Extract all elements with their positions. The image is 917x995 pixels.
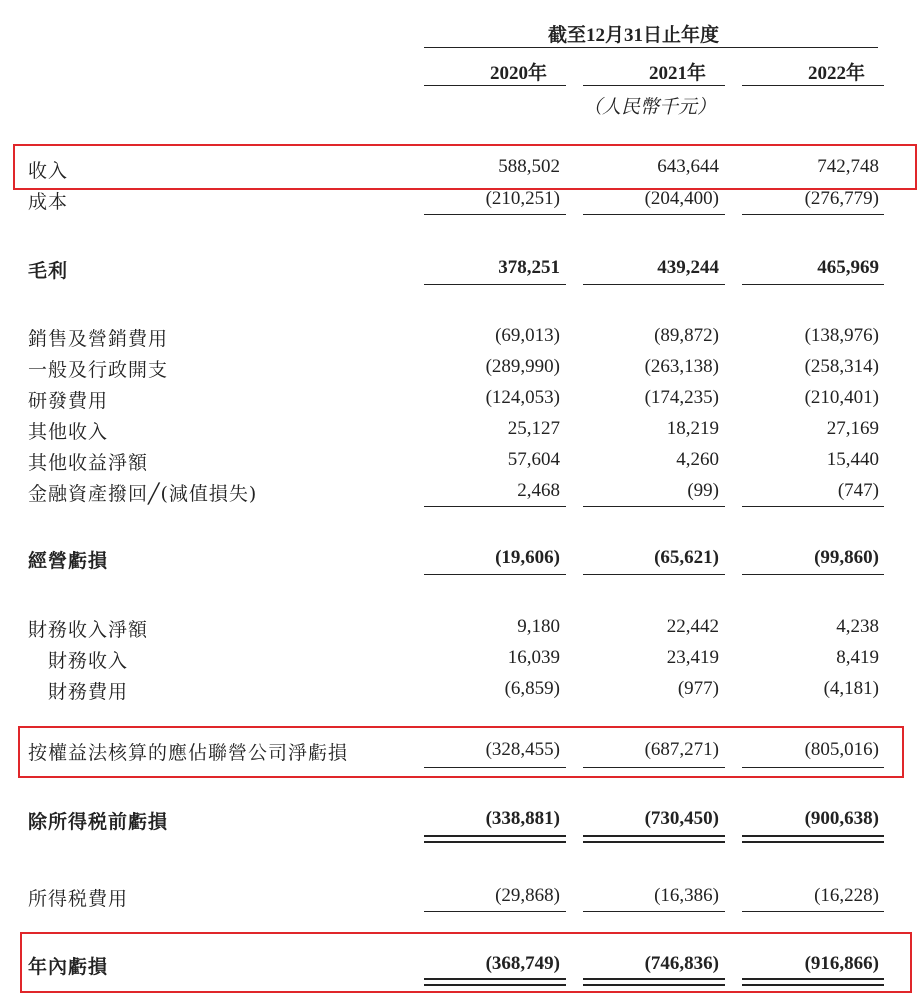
cell-loss-before-tax-2021: (730,450)	[644, 808, 719, 829]
cell-associates-2020: (328,455)	[485, 739, 560, 760]
total-rule	[424, 841, 566, 843]
total-rule	[424, 835, 566, 837]
cell-loss-before-tax-2020: (338,881)	[485, 808, 560, 829]
cell-income-tax-2021: (16,386)	[654, 885, 719, 906]
row-label-share-of-associates-loss: 按權益法核算的應佔聯營公司淨虧損	[28, 742, 349, 764]
highlight-box-revenue	[13, 144, 917, 190]
cell-gross-profit-2021: 439,244	[657, 257, 719, 278]
subtotal-rule	[583, 574, 725, 575]
row-label-other-gains: 其他收益淨額	[28, 452, 149, 474]
cell-net-finance-2022: 4,238	[836, 616, 879, 637]
cell-admin-2021: (263,138)	[644, 356, 719, 377]
subtotal-rule	[424, 284, 566, 285]
cell-selling-2022: (138,976)	[804, 325, 879, 346]
year-2021-header: 2021年	[649, 63, 707, 84]
row-label-finance-costs: 財務費用	[48, 681, 129, 703]
subtotal-rule	[742, 911, 884, 912]
cell-finance-costs-2020: (6,859)	[504, 678, 560, 699]
cell-impairment-2020: 2,468	[517, 480, 560, 501]
cell-loss-for-year-2022: (916,866)	[804, 953, 879, 974]
subtotal-rule	[424, 911, 566, 912]
cell-other-income-2020: 25,127	[507, 418, 560, 439]
cell-finance-costs-2022: (4,181)	[823, 678, 879, 699]
cell-finance-income-2020: 16,039	[507, 647, 560, 668]
subtotal-rule	[583, 506, 725, 507]
cell-operating-loss-2022: (99,860)	[814, 547, 879, 568]
row-label-gross-profit: 毛利	[28, 260, 69, 282]
cell-rd-2022: (210,401)	[804, 387, 879, 408]
cell-associates-2022: (805,016)	[804, 739, 879, 760]
year-rule	[583, 85, 725, 86]
cell-income-tax-2020: (29,868)	[495, 885, 560, 906]
year-2020-header: 2020年	[490, 63, 548, 84]
cell-rd-2020: (124,053)	[485, 387, 560, 408]
cell-cost-2021: (204,400)	[644, 188, 719, 209]
cell-other-gains-2021: 4,260	[676, 449, 719, 470]
row-label-admin-expenses: 一般及行政開支	[28, 359, 169, 381]
cell-revenue-2020: 588,502	[498, 156, 560, 177]
cell-cost-2022: (276,779)	[804, 188, 879, 209]
unit-label: （人民幣千元）	[583, 96, 717, 118]
row-label-loss-for-year: 年內虧損	[28, 956, 109, 978]
total-rule	[742, 835, 884, 837]
cell-revenue-2022: 742,748	[817, 156, 879, 177]
cell-cost-2020: (210,251)	[485, 188, 560, 209]
cell-rd-2021: (174,235)	[644, 387, 719, 408]
row-label-other-income: 其他收入	[28, 421, 109, 443]
cell-loss-for-year-2021: (746,836)	[644, 953, 719, 974]
cell-loss-before-tax-2022: (900,638)	[804, 808, 879, 829]
cell-operating-loss-2020: (19,606)	[495, 547, 560, 568]
year-rule	[742, 85, 884, 86]
cell-other-gains-2022: 15,440	[826, 449, 879, 470]
total-rule	[583, 835, 725, 837]
cell-operating-loss-2021: (65,621)	[654, 547, 719, 568]
row-label-revenue: 收入	[28, 160, 69, 182]
row-label-impairment: 金融資產撥回╱(減值損失)	[28, 483, 258, 505]
cell-gross-profit-2020: 378,251	[498, 257, 560, 278]
cell-finance-costs-2021: (977)	[677, 678, 719, 699]
cell-associates-2021: (687,271)	[644, 739, 719, 760]
row-label-loss-before-tax: 除所得税前虧損	[28, 811, 169, 833]
cell-selling-2021: (89,872)	[654, 325, 719, 346]
subtotal-rule	[424, 574, 566, 575]
subtotal-rule	[424, 506, 566, 507]
row-label-finance-income: 財務收入	[48, 650, 129, 672]
row-label-operating-loss: 經營虧損	[28, 550, 109, 572]
cell-finance-income-2021: 23,419	[666, 647, 719, 668]
subtotal-rule	[583, 214, 725, 215]
total-rule	[742, 841, 884, 843]
cell-loss-for-year-2020: (368,749)	[485, 953, 560, 974]
subtotal-rule	[583, 911, 725, 912]
header-rule	[424, 47, 878, 48]
subtotal-rule	[424, 214, 566, 215]
cell-other-income-2021: 18,219	[666, 418, 719, 439]
subtotal-rule	[742, 214, 884, 215]
highlight-box-associates	[18, 726, 904, 778]
cell-income-tax-2022: (16,228)	[814, 885, 879, 906]
cell-admin-2020: (289,990)	[485, 356, 560, 377]
row-label-cost: 成本	[28, 191, 69, 213]
year-2022-header: 2022年	[808, 63, 866, 84]
year-rule	[424, 85, 566, 86]
cell-admin-2022: (258,314)	[804, 356, 879, 377]
period-header: 截至12月31日止年度	[548, 25, 720, 46]
row-label-selling-expenses: 銷售及營銷費用	[28, 328, 169, 350]
row-label-income-tax: 所得税費用	[28, 888, 129, 910]
row-label-net-finance-income: 財務收入淨額	[28, 619, 149, 641]
subtotal-rule	[742, 284, 884, 285]
cell-finance-income-2022: 8,419	[836, 647, 879, 668]
cell-selling-2020: (69,013)	[495, 325, 560, 346]
cell-gross-profit-2022: 465,969	[817, 257, 879, 278]
total-rule	[583, 841, 725, 843]
cell-other-gains-2020: 57,604	[507, 449, 560, 470]
subtotal-rule	[742, 574, 884, 575]
cell-revenue-2021: 643,644	[657, 156, 719, 177]
cell-impairment-2021: (99)	[687, 480, 719, 501]
cell-net-finance-2021: 22,442	[666, 616, 719, 637]
highlight-box-loss-for-year	[20, 932, 912, 993]
row-label-rd-expenses: 研發費用	[28, 390, 109, 412]
subtotal-rule	[742, 506, 884, 507]
subtotal-rule	[583, 284, 725, 285]
cell-other-income-2022: 27,169	[826, 418, 879, 439]
cell-impairment-2022: (747)	[837, 480, 879, 501]
cell-net-finance-2020: 9,180	[517, 616, 560, 637]
